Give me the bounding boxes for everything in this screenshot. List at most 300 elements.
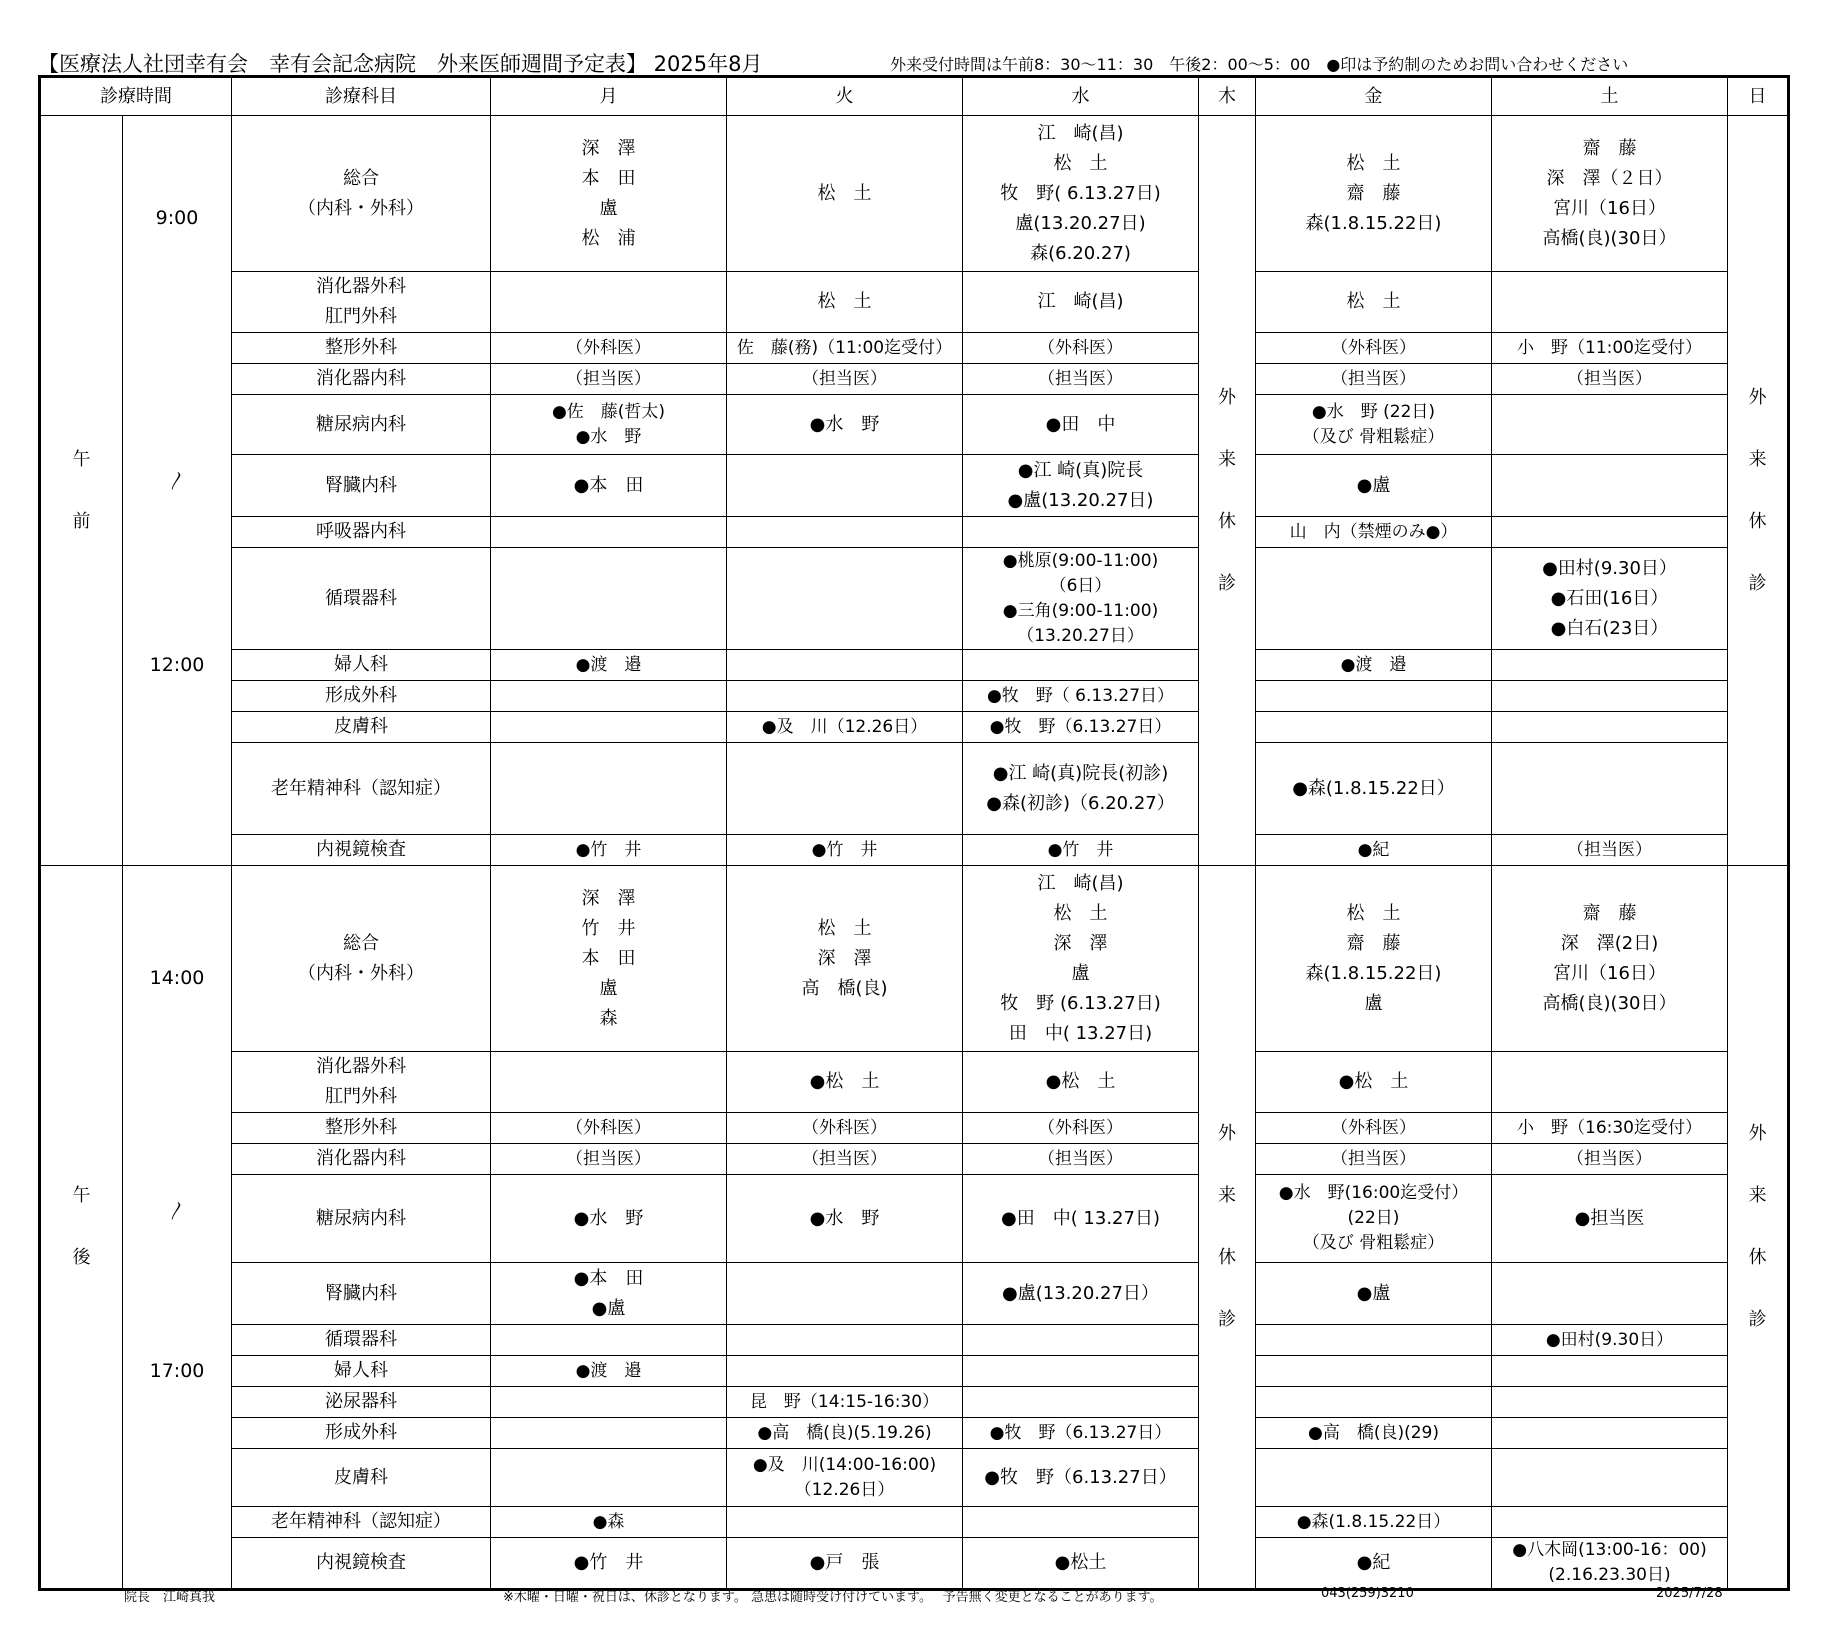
schedule-cell-mon [491,1356,727,1387]
schedule-cell-sat [1492,1052,1728,1113]
doctor-entry: （及び 骨粗鬆症） [1302,1233,1445,1253]
doctor-entry: ●紀 [1357,839,1390,860]
pm-thu-closed [1199,866,1256,1590]
doctor-entry: ●桃原(9:00-11:00) [1002,550,1159,571]
schedule-cell-mon [491,1144,727,1175]
time-label: 9:00 [155,207,199,229]
pm-row [40,1449,1789,1507]
doctor-entry: ●渡 邉 [1340,654,1407,675]
schedule-cell-tue [727,1113,963,1144]
schedule-cell-wed [963,1538,1199,1590]
doctor-entry: ●白石(23日） [1550,617,1669,639]
schedule-cell-fri [1256,1538,1492,1590]
dept-name: 消化器外科 [316,1056,406,1077]
dept-cell [232,1325,491,1356]
schedule-cell-tue [727,116,963,272]
doctor-entry: ●牧 野（6.13.27日） [989,1422,1172,1443]
schedule-cell-mon [491,1449,727,1507]
pm-sun-closed [1728,866,1789,1590]
closed-char: 診 [1748,572,1767,594]
closed-char: 来 [1748,448,1767,470]
am-row [40,835,1789,866]
schedule-cell-wed [963,1052,1199,1113]
doctor-entry: ●三角(9:00-11:00) [1002,600,1159,621]
doctor-entry: 高 橋(良) [801,977,888,999]
dept-name: 皮膚科 [334,1466,388,1488]
schedule-cell-wed [963,548,1199,650]
doctor-entry: （担当医） [1038,368,1123,389]
doctor-entry: 盧(13.20.27日) [1015,212,1146,234]
doctor-entry: ●水 野 [809,413,880,435]
dept-name: 糖尿病内科 [316,413,406,435]
doctor-entry: ●盧 [1356,474,1391,496]
doctor-entry: ●江 崎(真)院長 [1017,459,1144,481]
doctor-entry: 佐 藤(務)（11:00迄受付） [736,337,953,358]
dept-name: 糖尿病内科 [316,1207,406,1229]
doctor-entry: ●本 田 [573,474,644,496]
dept-cell [232,1418,491,1449]
schedule-cell-tue [727,1263,963,1325]
reception-hours-notice: 外来受付時間は午前8：30～11：30 午後2：00～5：00 ●印は予約制のためお問い合わせください [890,55,1629,74]
dept-name: 婦人科 [334,654,388,675]
schedule-cell-tue [727,866,963,1052]
doctor-entry: 森 [599,1007,618,1029]
doctor-entry: 盧 [599,977,618,999]
doctor-entry: ●八木岡(13:00-16：00) [1512,1540,1707,1560]
doctor-entry: ●高 橋(良)(5.19.26) [757,1422,932,1443]
schedule-cell-sat [1492,1387,1728,1418]
doctor-entry: 深 澤(2日) [1560,932,1659,954]
doctor-entry: ●江 崎(真)院長(初診) [992,762,1169,784]
doctor-entry: 森(1.8.15.22日) [1305,212,1442,234]
schedule-cell-sat [1492,1538,1728,1590]
doctor-entry: ●及 川（12.26日） [761,716,928,737]
schedule-cell-sat [1492,116,1728,272]
schedule-cell-sat [1492,1418,1728,1449]
pm-row [40,1356,1789,1387]
doctor-entry: （外科医） [1038,1117,1123,1138]
closed-char: 来 [1748,1185,1767,1206]
dept-name: 泌尿器科 [325,1391,397,1412]
time-label: 17:00 [149,1360,205,1382]
am-row [40,681,1789,712]
schedule-cell-mon [491,455,727,517]
doctor-entry: （担当医） [566,368,651,389]
dept-name: 整形外科 [325,1117,397,1138]
doctor-entry: 小 野（11:00迄受付） [1517,337,1702,358]
doctor-entry: （外科医） [566,337,651,358]
schedule-cell-tue [727,517,963,548]
doctor-entry: ●水 野 [573,1207,644,1229]
schedule-cell-mon [491,1418,727,1449]
dept-name: 循環器科 [325,587,397,609]
col-thu: 木 [1199,77,1256,116]
dept-name: 総合 [343,167,379,189]
doctor-entry: ●森(1.8.15.22日） [1296,1511,1451,1532]
dept-cell [232,1113,491,1144]
doctor-entry: 高橋(良)(30日） [1542,992,1677,1014]
schedule-cell-wed [963,395,1199,455]
dept-name: 形成外科 [325,1422,397,1443]
pm-row [40,1507,1789,1538]
pm-row [40,1263,1789,1325]
am-row [40,272,1789,333]
doctor-entry: 松 土 [817,182,872,204]
am-time-cell [123,116,232,866]
schedule-cell-wed [963,1113,1199,1144]
closed-char: 診 [1218,572,1236,594]
doctor-entry: 牧 野( 6.13.27日) [1000,182,1161,204]
schedule-cell-wed [963,1507,1199,1538]
schedule-cell-sat [1492,835,1728,866]
doctor-entry: ●水 野 (22日) [1311,401,1436,422]
schedule-cell-mon [491,1263,727,1325]
schedule-cell-fri [1256,1263,1492,1325]
doctor-entry: ●田 中( 13.27日) [1000,1207,1160,1229]
schedule-cell-fri [1256,1449,1492,1507]
dept-name: （内科・外科） [298,197,424,219]
dept-cell [232,548,491,650]
closed-char: 休 [1748,1247,1767,1268]
doctor-entry: 昆 野（14:15-16:30） [749,1391,940,1412]
doctor-entry: ●戸 張 [809,1552,880,1573]
doctor-entry: （担当医） [1331,368,1416,389]
dept-cell [232,116,491,272]
doctor-entry: 宮川（16日） [1553,962,1666,984]
doctor-entry: 田 中( 13.27日) [1008,1022,1153,1044]
schedule-cell-tue [727,548,963,650]
schedule-cell-fri [1256,1113,1492,1144]
am-row [40,455,1789,517]
schedule-cell-fri [1256,455,1492,517]
doctor-entry: （12.26日） [794,1479,895,1500]
doctor-entry: （6日） [1049,575,1112,596]
schedule-cell-fri [1256,1325,1492,1356]
doctor-entry: ●紀 [1356,1552,1391,1573]
schedule-cell-mon [491,333,727,364]
dept-cell [232,1052,491,1113]
col-sat: 土 [1492,77,1728,116]
am-row [40,548,1789,650]
schedule-cell-sat [1492,650,1728,681]
doctor-entry: （外科医） [1331,337,1416,358]
doctor-entry: 本 田 [581,947,636,969]
schedule-cell-fri [1256,395,1492,455]
schedule-cell-sat [1492,455,1728,517]
am-row [40,712,1789,743]
schedule-cell-wed [963,116,1199,272]
doctor-entry: 齋 藤 [1346,932,1401,954]
dept-cell [232,743,491,835]
dept-name: 老年精神科（認知症） [271,777,451,799]
schedule-cell-fri [1256,866,1492,1052]
schedule-cell-wed [963,1356,1199,1387]
dept-name: 婦人科 [334,1360,388,1381]
doctor-entry: （外科医） [1331,1117,1416,1138]
schedule-cell-mon [491,272,727,333]
schedule-cell-mon [491,1052,727,1113]
schedule-cell-sat [1492,866,1728,1052]
schedule-cell-sat [1492,712,1728,743]
schedule-cell-tue [727,1052,963,1113]
schedule-cell-wed [963,866,1199,1052]
schedule-cell-fri [1256,1144,1492,1175]
doctor-entry: （13.20.27日） [1017,625,1144,646]
schedule-cell-sat [1492,395,1728,455]
period-char: 午 [72,1185,91,1206]
doctor-entry: ●森(初診)（6.20.27） [986,792,1175,814]
doctor-entry: 深 澤 [1053,932,1108,954]
closed-char: 来 [1218,1185,1236,1206]
doctor-entry: ●佐 藤(哲太) [551,401,666,422]
dept-cell [232,866,491,1052]
schedule-cell-mon [491,364,727,395]
schedule-cell-wed [963,1325,1199,1356]
doctor-entry: ●盧(13.20.27日) [1007,489,1154,511]
doctor-entry: 深 澤 [581,887,636,909]
schedule-cell-mon [491,743,727,835]
doctor-entry: 江 崎(昌) [1037,122,1124,144]
page-title: 【医療法人社団幸有会 幸有会記念病院 外来医師週間予定表】 2025年8月 [38,52,763,76]
schedule-cell-tue [727,1175,963,1263]
doctor-entry: ●松 土 [1045,1071,1116,1092]
doctor-entry: （及び 骨粗鬆症） [1302,426,1445,447]
schedule-cell-tue [727,1387,963,1418]
doctor-entry: ●田村(9.30日） [1545,1329,1674,1350]
dept-cell [232,1144,491,1175]
schedule-cell-fri [1256,1387,1492,1418]
dept-name: 腎臓内科 [325,474,397,496]
doctor-entry: 齋 藤 [1582,137,1637,159]
closed-char: 来 [1218,448,1236,470]
doctor-entry: 松 土 [1346,902,1401,924]
schedule-cell-sat [1492,333,1728,364]
schedule-cell-fri [1256,712,1492,743]
schedule-cell-mon [491,712,727,743]
col-dept: 診療科目 [232,77,491,116]
schedule-cell-wed [963,272,1199,333]
pm-period-cell [40,866,123,1590]
schedule-cell-mon [491,517,727,548]
doctor-entry: ●松土 [1054,1552,1107,1573]
director-name: 院長 江崎真我 [124,1590,216,1605]
doctor-entry: （担当医） [1038,1148,1123,1169]
dept-cell [232,681,491,712]
col-sun: 日 [1728,77,1789,116]
doctor-entry: 松 土 [817,291,872,312]
doctor-entry: ●松 土 [1338,1071,1409,1092]
dept-name: 消化器内科 [316,368,406,389]
schedule-cell-mon [491,1113,727,1144]
pm-row [40,1144,1789,1175]
schedule-cell-sat [1492,364,1728,395]
schedule-cell-tue [727,1538,963,1590]
footer-note: ※木曜・日曜・祝日は、休診となります。 急患は随時受け付けています。 予告無く変更となることがあります。 [503,1590,1163,1605]
dept-cell [232,455,491,517]
closed-char: 外 [1218,386,1236,408]
schedule-cell-sat [1492,548,1728,650]
doctor-entry: ●水 野(16:00迄受付） [1278,1183,1469,1203]
time-label: 14:00 [149,967,205,989]
schedule-cell-wed [963,364,1199,395]
dept-cell [232,835,491,866]
doctor-entry: ●松 土 [809,1071,880,1092]
schedule-cell-tue [727,712,963,743]
dept-name: 肛門外科 [325,306,397,327]
schedule-cell-fri [1256,1418,1492,1449]
am-row [40,333,1789,364]
schedule-cell-mon [491,650,727,681]
schedule-cell-fri [1256,743,1492,835]
schedule-cell-fri [1256,650,1492,681]
doctor-entry: （担当医） [1331,1148,1416,1169]
doctor-entry: ●盧 [591,1297,626,1319]
doctor-entry: ●盧 [1356,1282,1391,1304]
doctor-entry: 森(6.20.27) [1030,242,1131,264]
schedule-cell-sat [1492,743,1728,835]
doctor-entry: 松 土 [1346,291,1401,312]
doctor-entry: ●竹 井 [573,1552,644,1573]
schedule-cell-tue [727,1418,963,1449]
schedule-cell-fri [1256,548,1492,650]
doctor-entry: 牧 野 (6.13.27日) [1000,992,1161,1014]
doctor-entry: 竹 井 [581,917,636,939]
doctor-entry: (22日) [1347,1208,1400,1228]
schedule-cell-wed [963,743,1199,835]
schedule-cell-mon [491,835,727,866]
schedule-cell-mon [491,1538,727,1590]
dept-name: 腎臓内科 [325,1282,397,1304]
dept-name: 肛門外科 [325,1086,397,1107]
pm-row [40,1418,1789,1449]
dept-cell [232,1387,491,1418]
doctor-entry: (2.16.23.30日) [1548,1565,1671,1585]
schedule-cell-sat [1492,1325,1728,1356]
closed-char: 外 [1748,386,1767,408]
schedule-cell-tue [727,1325,963,1356]
am-row [40,395,1789,455]
doctor-entry: 松 土 [817,917,872,939]
time-label: 〳 [167,470,187,492]
schedule-cell-wed [963,835,1199,866]
schedule-cell-wed [963,1144,1199,1175]
dept-cell [232,517,491,548]
col-fri: 金 [1256,77,1492,116]
schedule-cell-wed [963,455,1199,517]
doctor-entry: 松 土 [1053,902,1108,924]
doctor-entry: 盧 [1364,992,1383,1014]
am-row [40,743,1789,835]
doctor-entry: 齋 藤 [1346,182,1401,204]
schedule-cell-tue [727,835,963,866]
schedule-cell-tue [727,364,963,395]
schedule-cell-fri [1256,1356,1492,1387]
period-char: 前 [72,510,91,532]
col-time: 診療時間 [40,77,232,116]
doctor-entry: 松 土 [1346,152,1401,174]
doctor-entry: ●田 中 [1045,413,1116,435]
doctor-entry: （外科医） [1038,337,1123,358]
dept-cell [232,1449,491,1507]
pm-row [40,1387,1789,1418]
schedule-cell-sat [1492,681,1728,712]
schedule-cell-wed [963,517,1199,548]
schedule-cell-mon [491,681,727,712]
schedule-cell-mon [491,1175,727,1263]
doctor-entry: ●渡 邉 [575,654,642,675]
doctor-entry: ●及 川(14:00-16:00) [752,1454,937,1475]
schedule-cell-tue [727,272,963,333]
doctor-entry: 小 野（16:30迄受付） [1517,1117,1702,1138]
doctor-entry: ●森 [592,1511,625,1532]
schedule-cell-mon [491,395,727,455]
am-sun-closed [1728,116,1789,866]
schedule-cell-tue [727,1356,963,1387]
doctor-entry: 深 澤（２日） [1546,167,1673,189]
schedule-cell-fri [1256,333,1492,364]
doctor-entry: 盧 [1071,962,1090,984]
pm-time-cell [123,866,232,1590]
closed-char: 休 [1748,510,1767,532]
doctor-entry: 山 内（禁煙のみ●） [1289,521,1458,542]
doctor-entry: 深 澤 [581,137,636,159]
page-header [38,48,1787,74]
schedule-cell-fri [1256,364,1492,395]
schedule-cell-mon [491,866,727,1052]
dept-cell [232,395,491,455]
schedule-cell-tue [727,1144,963,1175]
col-wed: 水 [963,77,1199,116]
dept-name: 消化器内科 [316,1148,406,1169]
dept-cell [232,1263,491,1325]
col-tue: 火 [727,77,963,116]
dept-cell [232,272,491,333]
dept-name: 循環器科 [325,1329,397,1350]
schedule-table [38,75,1790,1591]
schedule-cell-tue [727,333,963,364]
schedule-cell-sat [1492,1263,1728,1325]
schedule-cell-sat [1492,1175,1728,1263]
doctor-entry: 齋 藤 [1582,902,1637,924]
dept-cell [232,364,491,395]
dept-cell [232,333,491,364]
pm-row [40,1325,1789,1356]
schedule-cell-sat [1492,1507,1728,1538]
schedule-cell-wed [963,681,1199,712]
schedule-cell-wed [963,1175,1199,1263]
schedule-cell-wed [963,1449,1199,1507]
schedule-cell-wed [963,1263,1199,1325]
am-period-cell [40,116,123,866]
dept-name: 総合 [343,932,379,954]
doctor-entry: ●竹 井 [575,839,642,860]
doctor-entry: ●牧 野（6.13.27日） [984,1466,1177,1488]
schedule-cell-fri [1256,1175,1492,1263]
schedule-cell-tue [727,681,963,712]
schedule-cell-sat [1492,1356,1728,1387]
doctor-entry: （外科医） [566,1117,651,1138]
page-footer [38,1586,1787,1606]
dept-name: 消化器外科 [316,276,406,297]
phone-number: 043(259)3210 [1321,1586,1414,1601]
doctor-entry: 宮川（16日） [1553,197,1666,219]
doctor-entry: ●竹 井 [811,839,878,860]
doctor-entry: ●石田(16日） [1550,587,1669,609]
dept-cell [232,1538,491,1590]
schedule-cell-fri [1256,272,1492,333]
am-row [40,116,1789,272]
doctor-entry: 江 崎(昌) [1037,872,1124,894]
